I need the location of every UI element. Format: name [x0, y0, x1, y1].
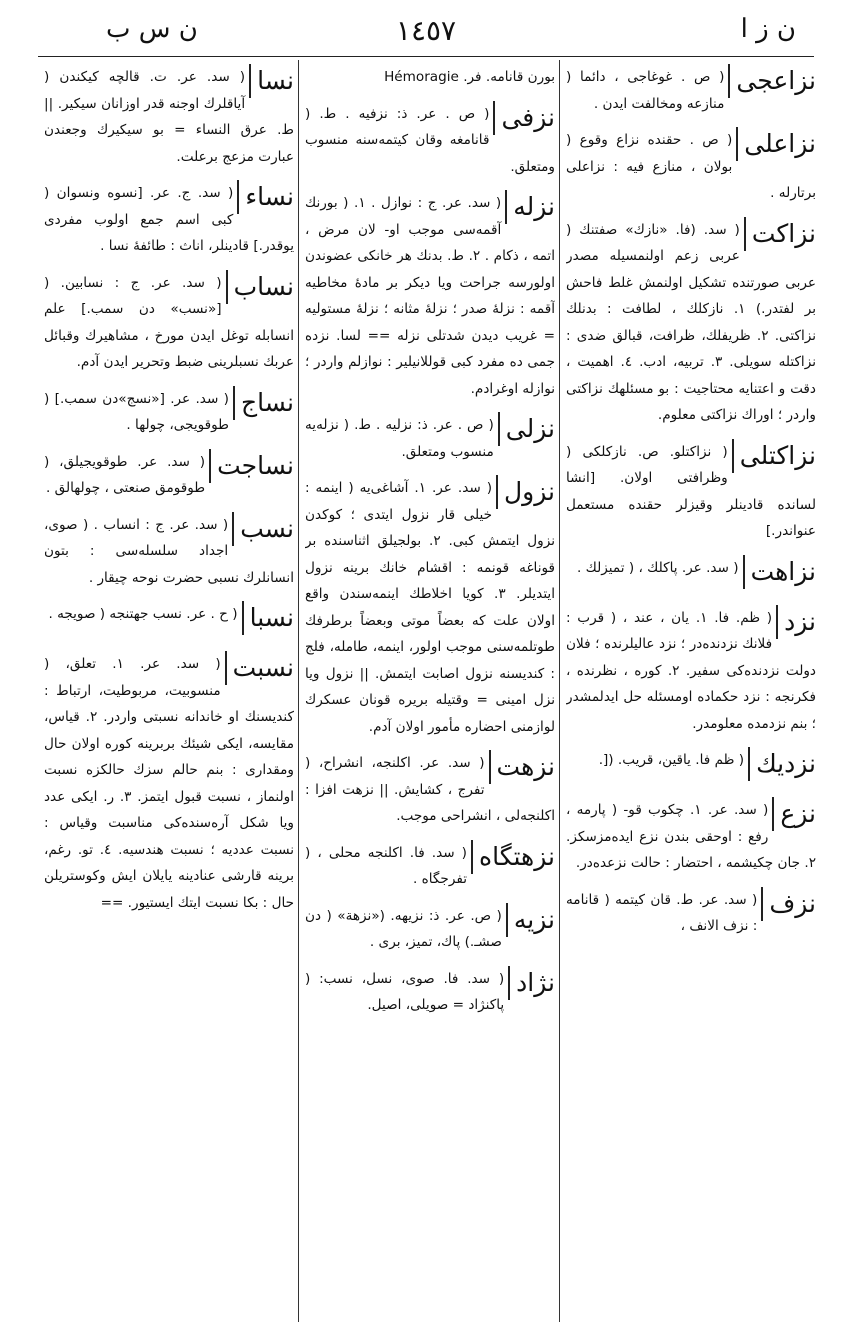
dictionary-entry: [566, 64, 816, 117]
definition: ( سد. عر. اكلنجه، انشراح، ( تفرج ، كشايش. || نزهت افزا : اكلنجه‌لى ، انشراحى موجب.: [305, 755, 555, 824]
dictionary-entry: [305, 190, 555, 402]
headword: نساب: [226, 270, 294, 304]
header-left-letters: ن س ب: [106, 14, 198, 44]
dictionary-entry: [305, 412, 555, 465]
headword: نسبت: [225, 651, 294, 685]
headword: نزف: [761, 887, 816, 921]
dictionary-entry: [566, 439, 816, 545]
headword: نساج: [233, 386, 294, 420]
dictionary-entry: [44, 64, 294, 170]
dictionary-entry: [305, 475, 555, 740]
definition: ( سد. فا. اكلنجه محلى ، ( تفرجگاه .: [305, 844, 467, 887]
definition: ( سد. عر. ج : نوازل . ١. ( بورنك آقمه‌سى موجب او- لان مرض ، اتمه ، ذكام . ٢. ط. بدنك هر خانكى عضوندن اولورسه جراحت ويا ديكر بر مادهٔ مخاطيه آقمه : نزلهٔ صدر ؛ نزلهٔ مثانه ؛ نزلهٔ مستوليه = غريب ديدن شدتلى نزله == لسا. نزده جمى ده مفرد كبى قوللانيلير : نوازلم واردر ؛ نوازله اوغرادم.: [305, 195, 555, 397]
headword: نزع: [772, 797, 816, 831]
dictionary-entry: [305, 750, 555, 830]
dictionary-entry: [44, 651, 294, 916]
headword: نزاهت: [743, 555, 816, 589]
definition: ( سد. عر. [«نسج»دن سمب.] ( طوقويجى، چولها .: [44, 390, 229, 433]
definition: ( سد. عر. ت. قالچه كيكندن ( آياقلرك اوجنه قدر اوزانان سيكير. || ط. عرق النساء = بو سيكيرك وجعندن عبارت مزعج برعلت.: [44, 69, 294, 165]
header-rule: [38, 56, 814, 57]
dictionary-entry: [305, 903, 555, 956]
headword: نژاد: [508, 966, 555, 1000]
headword: نسبا: [242, 601, 294, 635]
headword: نسا: [249, 64, 294, 98]
definition: ( سد. (فا. «نازك» صفتنك ( عربى زعم اولنمسيله مصدر عربى صورتنده تشكيل اولنمش غلط فاحش بر لفتدر.) ١. نازكلك ، لطافت : بدنلك نزاكتى. ٢. ظريفلك، ظرافت، قبالق ضدى : نزاكتله سويلى. ٣. تربيه، ادب. ٤. اهميت ، دقت و اعتنايه محتاجيت : بو مسئلهك نزاكتى واردر ؛ اوراك نزاكتى معلوم.: [566, 221, 816, 423]
definition: ( ص . عر. ذ: نزفيه . ط. ( قانامغه وقان كيتمه‌سنه منسوب ومتعلق.: [305, 105, 555, 175]
definition: ( سد. عر. ١. تعلق، ( منسوبيت، مربوطيت، ارتباط : كنديسنك او خاندانه نسبتى واردر. ٢. قياس، مقايسه، ايكى شيئك بربرينه كوره اولان حال ومقدارى : بنم حالم سزك حالكزه نسبت اولنماز ، نسبت قبول ايتمز. ٣. ر. ايكى عدد ويا شكل آره‌سنده‌كى مناسبت وقياس : نسبت عدديه ؛ نسبت هندسيه. ٤. تو. رغم، برينه قارشى عنادينه يايلان ايش وكوستريلن حال : بكا نسبت ايتك ايستيور. ==: [44, 656, 294, 911]
dictionary-entry: [305, 101, 555, 181]
column-divider-right: [559, 60, 560, 1322]
definition: ( سد. عر. پاكلك ، ( تميزلك .: [577, 559, 739, 576]
column-left: [44, 64, 294, 1326]
dictionary-entry: [44, 601, 294, 641]
definition: ( سد. عر. ١. آشاغى‌يه ( اينمه : خيلى قار نزول ايتدى ؛ كوكدن نزول ايتمش كبى. ٢. بولجيلق اثناسنده بر قوناغه قونمه : اقشام خانك برينه نزول ايتديلر. ٣. كويا اخلاطك اينمه‌سندن واقع اولان علت كه بعضاً موتى وبعضاً برطرفك طوتلمه‌سنى موجب اولور، اينمه، طامله، فلج : كنديسنه نزول اصابت ايتمش. || نزول ويا نزل امينى = وقتيله بريره قونان عسكرك لوازمنى احضاره مأمور اولان آدم.: [305, 480, 555, 735]
dictionary-entry: [44, 512, 294, 592]
headword: نزاعجى: [728, 64, 816, 98]
definition: ( ص . عر. ذ: نزليه . ط. ( نزله‌يه منسوب ومتعلق.: [305, 417, 494, 460]
headword: نزهت: [489, 750, 555, 784]
definition: ( سد. عر. ١. چكوب قو- ( پارمه ، رفع : اوحقى بندن نزع ايده‌مزسكز. ٢. جان چكيشمه ، احتضار : حالت نزعده‌در.: [566, 802, 816, 871]
column-right: [566, 64, 816, 1326]
headword: نزله: [505, 190, 555, 224]
headword: نزفى: [493, 101, 555, 135]
definition: ( ظم. فا. ١. يان ، عند ، ( قرب : فلانك نزدنده‌در ؛ نزد عاليلرنده ؛ فلان دولت نزدنده‌كى سفير. ٢. كوره ، نظرنده ، فكرنجه : نزد حكماده اومسئله حل ايدلمشدر ؛ بنم نزدمده معلومدر.: [566, 609, 816, 732]
headword: نزلى: [498, 412, 555, 446]
definition: ( سد. ج. عر. [نسوه ونسوان ( كبى اسم جمع اولوب مفردى يوقدر.] قادينلر، اناث : طائفهٔ نسا .: [44, 185, 294, 254]
dictionary-entry: [44, 270, 294, 376]
definition: ( ص . غوغاجى ، دائما ( منازعه ومخالفت ايدن .: [566, 69, 725, 112]
header-right-letters: ن ز ا: [740, 14, 796, 44]
page-number: ١٤٥٧: [395, 14, 457, 47]
definition: ( سد. عر. ج : نسابين. ( [«نسب» دن سمب.] علم انسابله توغل ايدن مورخ ، مشاهيرك وقبائل عربك نسبلرينى ضبط وتحرير ايدن آدم.: [44, 274, 294, 370]
headword: نزد: [776, 605, 816, 639]
headword: نزاكت: [744, 217, 816, 251]
definition: ( سد. عر. ط. قان كيتمه ( قانامه : نزف الانف ،: [566, 891, 758, 934]
definition: ( سد. عر. ج : انساب . ( صوى، اجداد سلسله‌سى : بتون انسانلرك نسبى حضرت نوحه چيقار .: [44, 516, 294, 586]
headword: نساجت: [209, 449, 294, 483]
definition: ( ظم فا. ياقين، قريب. ([.: [598, 752, 745, 768]
column-middle: [305, 64, 555, 1326]
definition: ( ص. عر. ذ: نزيهه. («نزهة» ( دن صشـ.) پاك، تميز، برى .: [305, 907, 502, 950]
headword: نزيه: [506, 903, 555, 937]
definition: ( سد. عر. طوقويجيلق، ( طوقومق صنعتى ، چولهالق .: [44, 453, 206, 496]
dictionary-entry: [566, 747, 816, 787]
headword: نزهتگاه: [471, 840, 555, 874]
page-header: [36, 14, 816, 54]
definition: ( نزاكتلو. ص. نازكلكى ( وظرافتى اولان. [انشا لسانده قادينلر وقيزلر حقنده مستعمل عنواندر.]: [566, 443, 816, 539]
dictionary-entry: [566, 127, 816, 207]
dictionary-entry: [566, 217, 816, 429]
dictionary-entry: [44, 386, 294, 439]
headword: نزديك: [748, 747, 816, 781]
headword: نزاكتلى: [732, 439, 816, 473]
dictionary-entry: [566, 605, 816, 738]
dictionary-entry: [44, 180, 294, 260]
column-divider-left: [298, 60, 299, 1322]
dictionary-entry: [44, 449, 294, 502]
headword: نزول: [496, 475, 555, 509]
headword: نزاعلى: [736, 127, 816, 161]
continued-definition: بورن قانامه. فر. Hémoragie: [384, 69, 555, 85]
definition: ( ح . عر. نسب جهتنجه ( صويجه .: [48, 606, 238, 622]
dictionary-entry: [305, 840, 555, 893]
definition: ( ص . حقنده نزاع وقوع ( بولان ، منازع فيه : نزاعلى برتارله .: [566, 132, 816, 201]
headword: نساء: [237, 180, 294, 214]
dictionary-entry: [305, 966, 555, 1019]
dictionary-entry: [566, 887, 816, 940]
dictionary-entry: [566, 555, 816, 595]
dictionary-entry: [566, 797, 816, 877]
definition: ( سد. فا. صوى، نسل، نسب: ( پاكنژاد = صويلى، اصيل.: [305, 970, 505, 1013]
headword: نسب: [232, 512, 294, 546]
